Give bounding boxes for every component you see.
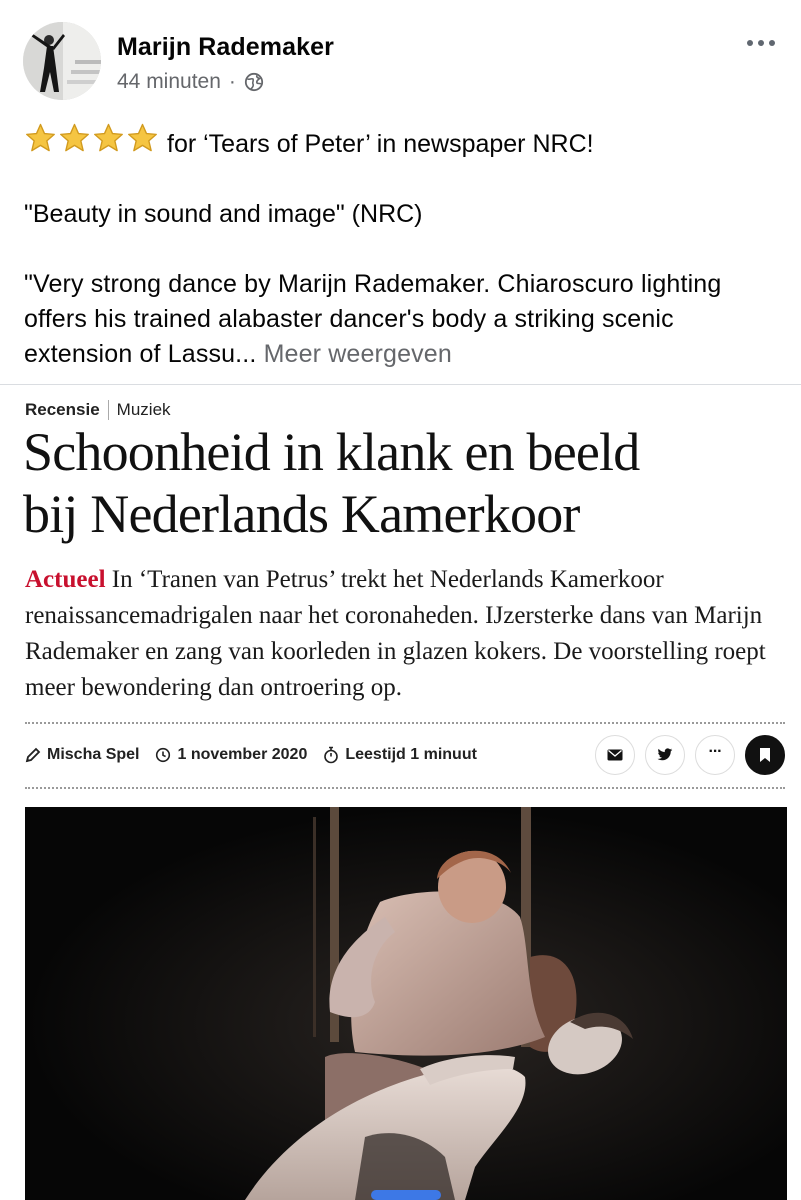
dot-icon <box>758 40 764 46</box>
category-separator <box>108 400 109 420</box>
star-icon <box>92 122 125 155</box>
envelope-icon <box>607 749 623 761</box>
more-dots-icon: ··· <box>708 743 722 760</box>
lead-text: In ‘Tranen van Petrus’ trekt het Nederlands Kamerkoor renaissancemadrigalen naar het coronaheden. IJzersterke dans van Marijn Rademaker en zang van koorleden in glazen kokers. De voorstelling roept meer bewondering dan ontroering op. <box>25 566 766 701</box>
dotted-divider <box>25 722 785 724</box>
globe-icon <box>244 72 264 92</box>
star-icon <box>126 122 159 155</box>
bookmark-icon <box>759 747 771 763</box>
post-line-3 <box>24 267 784 372</box>
post-time[interactable]: 44 minuten <box>117 70 221 93</box>
article-lead <box>25 562 795 706</box>
more-options-button[interactable] <box>741 30 781 56</box>
bookmark-button[interactable] <box>745 735 785 775</box>
more-share-button[interactable] <box>695 735 735 775</box>
lead-kicker: Actueel <box>25 566 106 593</box>
post-text <box>24 120 784 372</box>
post-line-2: "Beauty in sound and image" (NRC) <box>24 200 423 228</box>
stage-photo-illustration <box>25 807 787 1200</box>
meta-separator: · <box>228 70 236 93</box>
star-icon <box>58 122 91 155</box>
article-author: Mischa Spel <box>47 746 140 763</box>
stopwatch-icon <box>323 746 339 764</box>
dot-icon <box>769 40 775 46</box>
email-share-button[interactable] <box>595 735 635 775</box>
article-byline <box>25 740 545 770</box>
post-line-1: for ‘Tears of Peter’ in newspaper NRC! <box>167 130 594 158</box>
author-name[interactable]: Marijn Rademaker <box>117 33 334 61</box>
article-read-time: Leestijd 1 minuut <box>345 746 477 763</box>
article-category: Recensie <box>25 400 100 419</box>
article-categories <box>25 400 171 420</box>
avatar[interactable] <box>23 22 101 100</box>
clock-icon <box>155 747 171 763</box>
post-excerpt: "Very strong dance by Marijn Rademaker. Chiaroscuro lighting offers his trained alabaster dancer's body a striking scenic extension of Lassu... <box>24 270 722 368</box>
star-rating <box>24 122 159 155</box>
star-icon <box>24 122 57 155</box>
article-title-line-1: Schoonheid in klank en beeld <box>23 422 640 482</box>
article-photo[interactable] <box>25 807 787 1200</box>
article-title <box>23 421 793 545</box>
article-preview[interactable] <box>0 385 801 1200</box>
dotted-divider <box>25 787 785 789</box>
twitter-share-button[interactable] <box>645 735 685 775</box>
article-section: Muziek <box>116 400 171 419</box>
pen-icon <box>25 747 41 763</box>
post-line-rating <box>24 122 784 162</box>
see-more-link[interactable]: Meer weergeven <box>263 340 452 368</box>
share-buttons <box>595 735 785 775</box>
post-header <box>0 0 801 120</box>
dot-icon <box>747 40 753 46</box>
twitter-icon <box>657 748 673 762</box>
post-meta <box>117 70 264 94</box>
article-title-line-2: bij Nederlands Kamerkoor <box>23 484 580 544</box>
article-date: 1 november 2020 <box>177 746 308 763</box>
